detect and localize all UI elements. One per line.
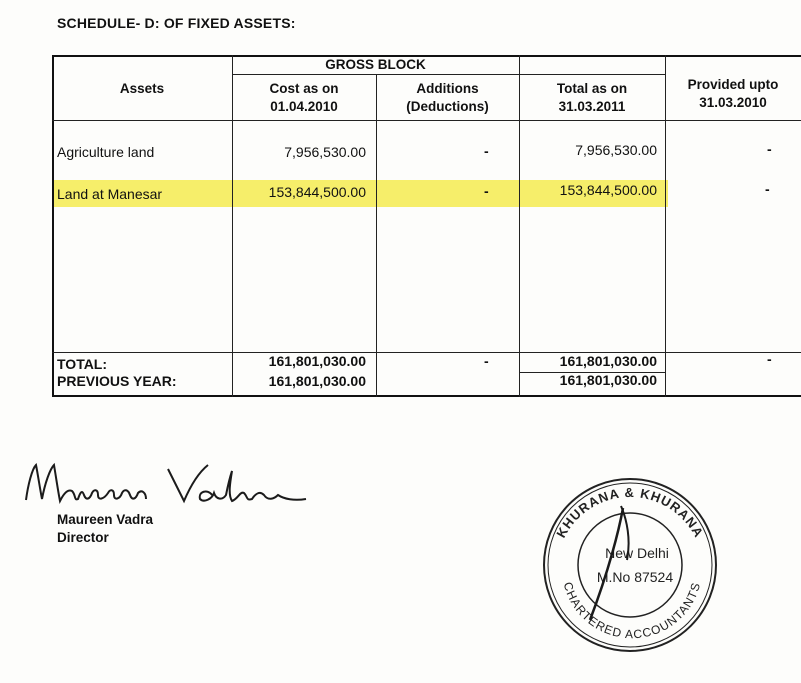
col-header-total-line2: 31.03.2011 xyxy=(558,99,626,114)
previous-year-label: PREVIOUS YEAR: xyxy=(57,373,177,389)
row-provided-value: - xyxy=(767,141,772,157)
col-header-additions-line1: Additions xyxy=(416,81,479,96)
col-header-cost-line1: Cost as on xyxy=(269,81,339,96)
total-cost-value: 161,801,030.00 xyxy=(268,353,366,369)
schedule-heading: SCHEDULE- D: OF FIXED ASSETS: xyxy=(57,15,296,31)
col-header-assets: Assets xyxy=(119,81,165,96)
signatory-title: Director xyxy=(57,530,109,545)
row-additions-value: - xyxy=(484,183,489,199)
total-total-value: 161,801,030.00 xyxy=(559,353,657,369)
seal-designation-text: CHARTERED ACCOUNTANTS xyxy=(560,580,704,642)
col-header-provided-line1: Provided upto xyxy=(687,77,779,92)
row-provided-value: - xyxy=(765,181,770,197)
row-asset-name: Land at Manesar xyxy=(57,186,163,202)
row-cost-value: 153,844,500.00 xyxy=(268,184,366,200)
row-total-value: 153,844,500.00 xyxy=(559,182,657,198)
row-asset-name: Agriculture land xyxy=(57,144,155,160)
col-divider xyxy=(376,74,377,397)
group-header-rule xyxy=(232,74,665,75)
previous-year-total-value: 161,801,030.00 xyxy=(559,372,657,388)
header-bottom-rule xyxy=(52,120,801,121)
row-additions-value: - xyxy=(484,143,489,159)
svg-text:CHARTERED ACCOUNTANTS xyxy=(561,580,704,641)
chartered-accountants-seal xyxy=(535,470,725,660)
total-provided-value: - xyxy=(767,351,772,367)
col-header-total-line1: Total as on xyxy=(556,81,628,96)
col-header-provided-line2: 31.03.2010 xyxy=(699,95,767,110)
previous-year-cost-value: 161,801,030.00 xyxy=(268,373,366,389)
handwritten-signature-image xyxy=(18,455,318,515)
seal-firm-text: KHURANA & KHURANA xyxy=(553,484,707,541)
group-header: GROSS BLOCK xyxy=(325,57,426,72)
total-top-rule xyxy=(52,352,801,353)
col-header-cost-line2: 01.04.2010 xyxy=(270,99,338,114)
seal-membership: M.No 87524 xyxy=(596,569,674,585)
row-cost-value: 7,956,530.00 xyxy=(284,144,366,160)
total-label: TOTAL: xyxy=(57,356,108,372)
signatory-name: Maureen Vadra xyxy=(57,512,154,527)
col-header-additions-line2: (Deductions) xyxy=(406,99,489,114)
row-total-value: 7,956,530.00 xyxy=(575,142,657,158)
seal-city: New Delhi xyxy=(605,545,669,561)
total-additions-value: - xyxy=(484,353,489,369)
